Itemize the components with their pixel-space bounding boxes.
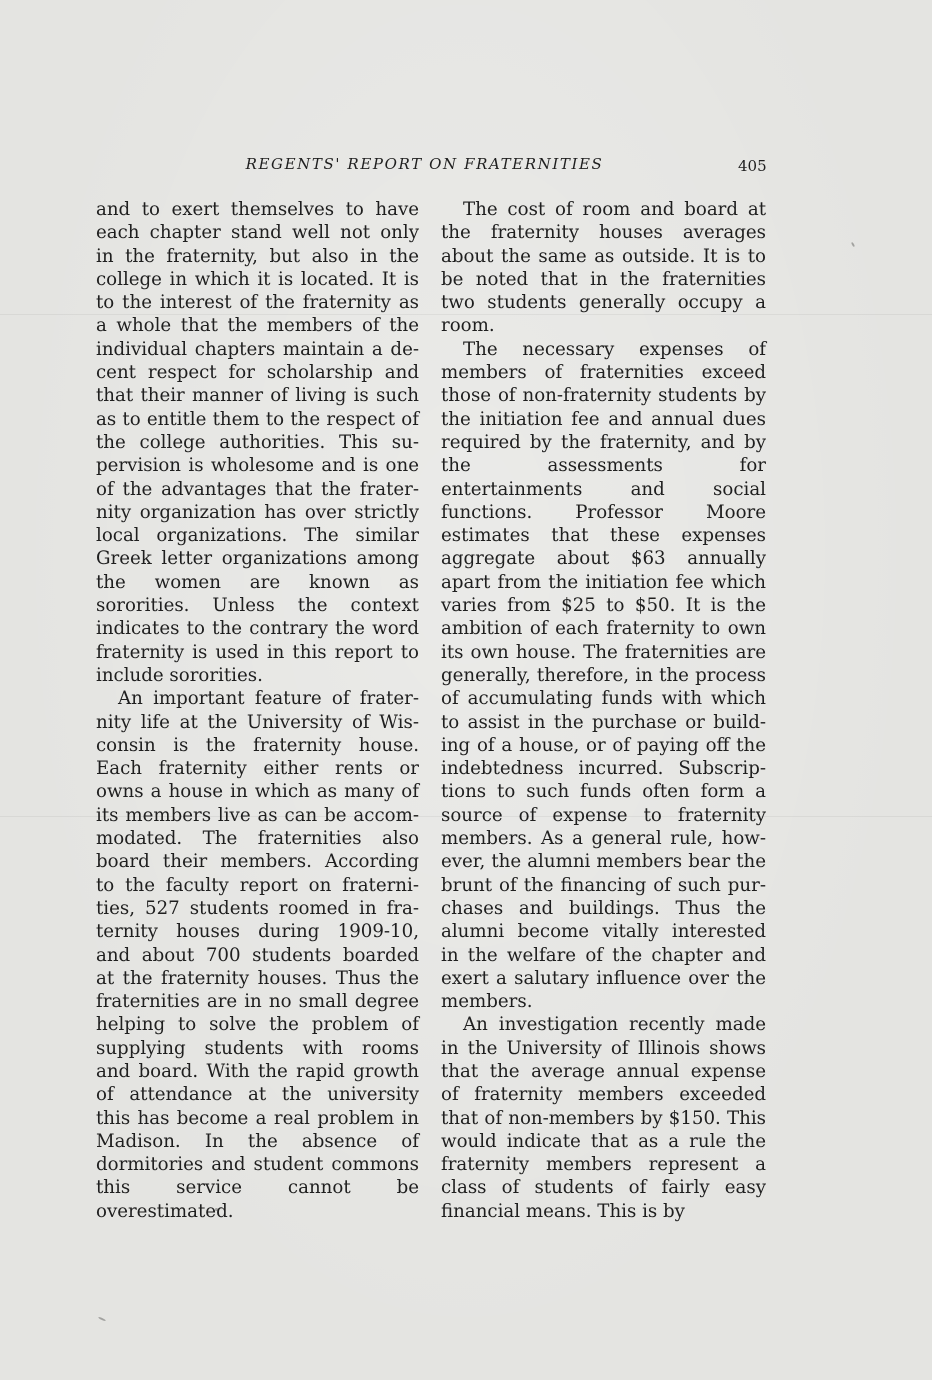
running-head-title: REGENTS' REPORT ON FRATERNITIES bbox=[245, 155, 604, 173]
paragraph-member-expenses: The necessary expenses of members of fraternities exceed those of non-fraternity students by the initiation fee and annual dues required by the fraternity, and by the assessments for entertainments and social functions. Professor Moore estimates that these expenses aggregate about $63 annually apart from the initiation fee which varies from $25 to $50. It is the ambition of each fraternity to own its own house. The fraternities are generally, therefore, in the process of accumulating funds with which to assist in the purchase or building of a house, or of paying off the indebtedness incurred. Subscriptions to such funds often form a source of expense to fraternity members. As a general rule, however, the alumni members bear the brunt of the financing of such purchases and buildings. Thus the alumni become vitally interested in the welfare of the chapter and exert a salutary influence over the members. bbox=[441, 338, 766, 1013]
paragraph-illinois-investigation: An investigation recently made in the University of Illinois shows that the average annual expense of fraternity members exceeded that of non-members by $150. This would indicate that as a rule the fraternity members represent a class of students of fairly easy financial means. This is by bbox=[441, 1014, 766, 1222]
paragraph-room-board-cost: The cost of room and board at the fraternity houses averages about the same as outside. It is to be noted that in the fraternities two students generally occupy a room. bbox=[441, 199, 766, 337]
paragraph-continuation: and to exert themselves to have each chapter stand well not only in the fraternity, but also in the college in which it is located. It is to the interest of the fraternity as a whole that the members of the individual chapters maintain a decent respect for scholarship and that their manner of living is such as to entitle them to the respect of the college authorities. This supervision is wholesome and is one of the advantages that the fraternity organization has over strictly local organizations. The similar Greek letter organizations among the women are known as sororities. Unless the context indicates to the contrary the word fraternity is used in this report to include sororities. bbox=[96, 199, 419, 686]
paragraph-fraternity-house: An important feature of fraternity life at the University of Wisconsin is the fraternity house. Each fraternity either rents or owns a house in which as many of its members live as can be accommodated. The fraternities also board their members. According to the faculty report on fraternities, 527 students roomed in fraternity houses during 1909-10, and about 700 students boarded at the fraternity houses. Thus the fraternities are in no small degree helping to solve the problem of supplying students with rooms and board. With the rapid growth of attendance at the university this has become a real problem in Madison. In the absence of dormitories and student commons this service cannot be overestimated. bbox=[96, 688, 419, 1222]
right-text-column bbox=[441, 198, 766, 1223]
page-number: 405 bbox=[738, 157, 767, 175]
paper-speck bbox=[98, 1316, 106, 1321]
paper-speck bbox=[851, 242, 855, 247]
left-text-column bbox=[96, 198, 419, 1223]
paper-speck bbox=[215, 1208, 218, 1211]
